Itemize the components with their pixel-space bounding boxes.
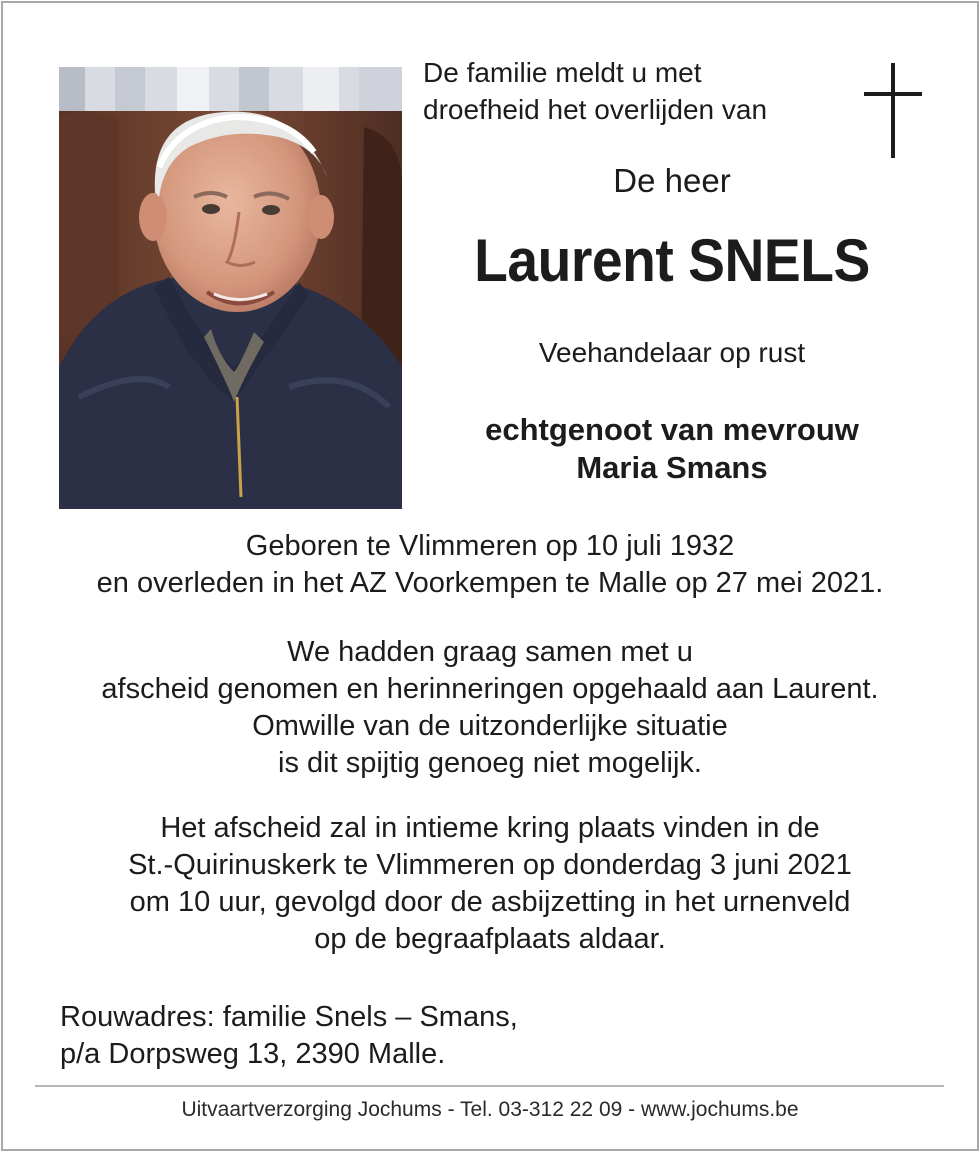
spouse-info (402, 411, 942, 487)
farewell-paragraph (0, 634, 980, 782)
paragraph-line: We hadden graag samen met u (287, 636, 693, 668)
intro-text (423, 54, 767, 128)
intro-line: droefheid het overlijden van (423, 94, 768, 125)
paragraph-line: en overleden in het AZ Voorkempen te Malle op 27 mei 2021. (96, 567, 884, 599)
ceremony-paragraph (0, 810, 980, 958)
paragraph-line: Omwille van de uitzonderlijke situatie (252, 710, 728, 742)
honorific: De heer (613, 162, 731, 199)
paragraph-line: afscheid genomen en herinneringen opgehaald aan Laurent. (101, 673, 879, 705)
paragraph-line: op de begraafplaats aldaar. (314, 923, 666, 955)
paragraph-line: is dit spijtig genoeg niet mogelijk. (278, 747, 702, 779)
intro-line: De familie meldt u met (423, 57, 702, 88)
funeral-home-footer: Uitvaartverzorging Jochums - Tel. 03-312 22 09 - www.jochums.be (181, 1098, 799, 1121)
deceased-name: Laurent SNELS (474, 227, 870, 294)
footer-divider (35, 1085, 944, 1087)
paragraph-line: Het afscheid zal in intieme kring plaats vinden in de (160, 812, 820, 844)
paragraph-line: om 10 uur, gevolgd door de asbijzetting in het urnenveld (129, 886, 851, 918)
spouse-name: Maria Smans (576, 450, 768, 485)
birth-death-paragraph (0, 528, 980, 602)
mourning-address (60, 999, 518, 1073)
paragraph-line: St.-Quirinuskerk te Vlimmeren op donderdag 3 juni 2021 (128, 849, 852, 881)
latin-cross-icon (864, 63, 922, 158)
address-line: Rouwadres: familie Snels – Smans, (60, 1001, 518, 1033)
portrait-photo (59, 67, 402, 509)
paragraph-line: Geboren te Vlimmeren op 10 juli 1932 (245, 530, 735, 562)
spouse-line: echtgenoot van mevrouw (485, 412, 859, 447)
occupation: Veehandelaar op rust (538, 337, 806, 368)
address-line: p/a Dorpsweg 13, 2390 Malle. (60, 1038, 446, 1070)
